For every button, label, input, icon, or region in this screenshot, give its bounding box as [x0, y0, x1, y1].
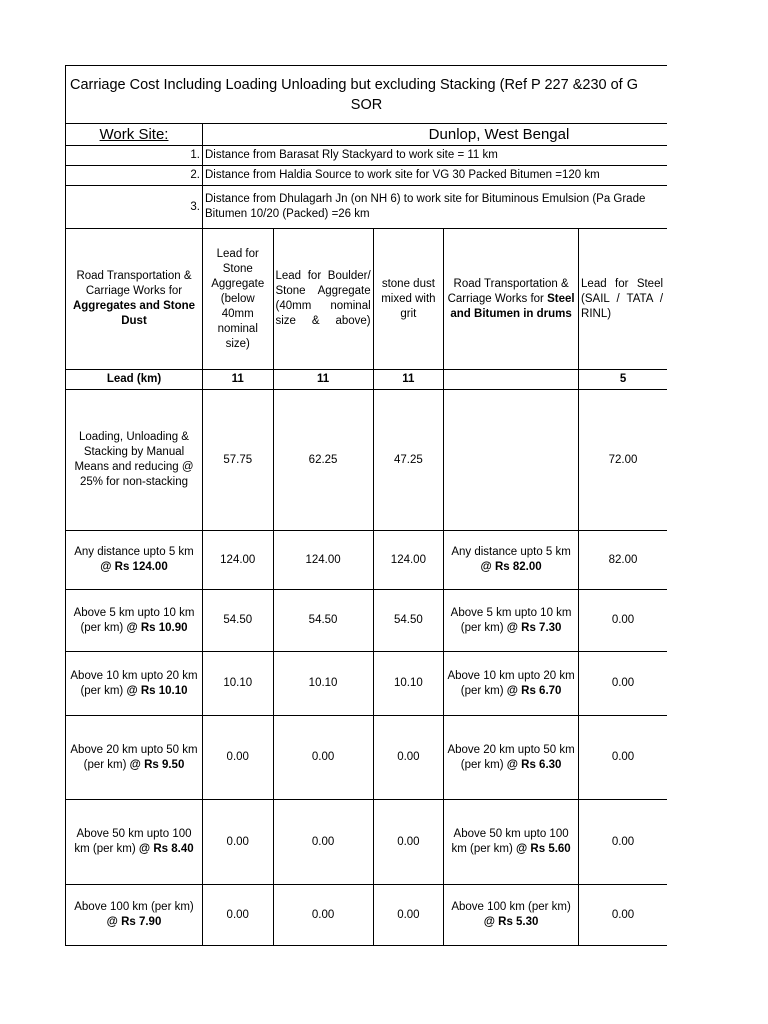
rate-label-aggregates[interactable] [66, 716, 203, 800]
distance-row-2 [66, 166, 668, 186]
lead-km-row [66, 370, 668, 390]
loading-stone[interactable]: 57.75 [203, 390, 274, 531]
distance-text-2[interactable]: Distance from Haldia Source to work site for VG 30 Packed Bitumen =120 km [203, 166, 668, 186]
rate-row [66, 652, 668, 716]
loading-row [66, 390, 668, 531]
rate-boulder[interactable]: 0.00 [273, 885, 373, 946]
rate-dust[interactable]: 10.10 [373, 652, 444, 716]
rate-stone[interactable]: 54.50 [203, 590, 274, 652]
rate-steel[interactable]: 0.00 [579, 885, 667, 946]
loading-steel-group[interactable] [444, 390, 579, 531]
distance-text-3[interactable] [203, 186, 668, 229]
rate-amount: @ Rs 10.90 [126, 621, 188, 634]
work-site-label-cell[interactable] [66, 124, 203, 146]
rate-stone[interactable]: 0.00 [203, 800, 274, 885]
rate-stone[interactable]: 0.00 [203, 716, 274, 800]
rate-label-aggregates[interactable] [66, 531, 203, 590]
rate-boulder[interactable]: 0.00 [273, 800, 373, 885]
distance-number-1[interactable]: 1. [66, 146, 203, 166]
title-row [66, 66, 668, 124]
rate-stone[interactable]: 124.00 [203, 531, 274, 590]
rate-label-steel[interactable] [444, 531, 579, 590]
distance-number-3[interactable]: 3. [66, 186, 203, 229]
aggregates-group-header[interactable] [66, 229, 203, 370]
loading-label[interactable]: Loading, Unloading & Stacking by Manual Means and reducing @ 25% for non-stacking [66, 390, 203, 531]
aggregates-group-bold: Aggregates and Stone Dust [72, 300, 196, 327]
rate-label-aggregates[interactable] [66, 885, 203, 946]
steel-lead-header[interactable] [579, 229, 667, 370]
steel-group-label: Road Transportation & Carriage Works for [447, 277, 569, 305]
rate-boulder[interactable]: 0.00 [273, 716, 373, 800]
rate-dust[interactable]: 0.00 [373, 800, 444, 885]
rate-row [66, 885, 668, 946]
steel-group-header[interactable] [444, 229, 579, 370]
rate-desc: Above 10 km upto 20 km (per km) [447, 669, 575, 697]
rate-label-steel[interactable] [444, 800, 579, 885]
rate-row [66, 531, 668, 590]
rate-amount: @ Rs 7.30 [506, 621, 562, 634]
rate-label-steel[interactable] [444, 590, 579, 652]
work-site-label: Work Site: [99, 126, 169, 143]
loading-steel[interactable]: 72.00 [579, 390, 667, 531]
title-line-1: Carriage Cost Including Loading Unloading but excluding Stacking (Ref P 227 &230 of G [70, 76, 639, 93]
stone-dust-header[interactable]: stone dust mixed with grit [373, 229, 444, 370]
lead-km-steel[interactable]: 5 [579, 370, 667, 390]
rate-row [66, 590, 668, 652]
rate-desc: Any distance upto 5 km [74, 546, 194, 558]
rate-desc: Above 50 km upto 100 km (per km) [74, 828, 192, 855]
rate-desc: Above 10 km upto 20 km (per km) [70, 669, 198, 697]
rate-desc: Any distance upto 5 km [451, 546, 571, 558]
lead-km-steel-group[interactable] [444, 370, 579, 390]
title-line-2: SOR [350, 96, 383, 113]
rate-amount: @ Rs 7.90 [106, 916, 162, 928]
distance-number-2[interactable]: 2. [66, 166, 203, 186]
rate-dust[interactable]: 54.50 [373, 590, 444, 652]
column-header-row [66, 229, 668, 370]
rate-label-aggregates[interactable] [66, 652, 203, 716]
lead-km-stone[interactable]: 11 [203, 370, 274, 390]
distance-text-3-content: Distance from Dhulagarh Jn (on NH 6) to work site for Bituminous Emulsion (Pa Grade Bitumen 10/20 (Packed) =26 km [205, 193, 646, 220]
rate-steel[interactable]: 82.00 [579, 531, 667, 590]
rate-desc: Above 5 km upto 10 km (per km) [73, 606, 195, 634]
rate-amount: @ Rs 124.00 [100, 561, 168, 573]
stone-aggregate-header[interactable]: Lead for Stone Aggregate (below 40mm nominal size) [203, 229, 274, 370]
steel-group-bold-2: and Bitumen in drums [450, 307, 572, 320]
rate-desc: Above 20 km upto 50 km (per km) [70, 743, 198, 771]
rate-label-steel[interactable] [444, 652, 579, 716]
rate-row [66, 800, 668, 885]
rate-label-steel[interactable] [444, 716, 579, 800]
steel-lead-header-text: Lead for Steel (SAIL / TATA / RINL) [581, 277, 664, 320]
distance-text-1[interactable]: Distance from Barasat Rly Stackyard to work site = 11 km [203, 146, 668, 166]
rate-desc: Above 50 km upto 100 km (per km) [451, 828, 569, 855]
rate-label-aggregates[interactable] [66, 590, 203, 652]
work-site-value[interactable]: Dunlop, West Bengal [203, 124, 668, 146]
title-cell[interactable] [66, 66, 668, 124]
rate-boulder[interactable]: 10.10 [273, 652, 373, 716]
rate-steel[interactable]: 0.00 [579, 800, 667, 885]
rate-desc: Above 5 km upto 10 km (per km) [450, 606, 572, 634]
rate-label-aggregates[interactable] [66, 800, 203, 885]
rate-desc: Above 20 km upto 50 km (per km) [447, 743, 575, 771]
rate-amount: @ Rs 5.60 [516, 843, 571, 855]
distance-row-1 [66, 146, 668, 166]
rate-dust[interactable]: 0.00 [373, 885, 444, 946]
rate-amount: @ Rs 8.40 [138, 843, 194, 855]
rate-amount: @ Rs 6.70 [506, 684, 562, 697]
work-site-row [66, 124, 668, 146]
boulder-header[interactable]: Lead for Boulder/ Stone Aggregate (40mm nominal size & above) [273, 229, 373, 370]
steel-group-bold-1: Steel [547, 292, 575, 305]
rate-stone[interactable]: 10.10 [203, 652, 274, 716]
loading-boulder[interactable]: 62.25 [273, 390, 373, 531]
rate-label-steel[interactable] [444, 885, 579, 946]
lead-km-boulder[interactable]: 11 [273, 370, 373, 390]
lead-km-label[interactable]: Lead (km) [66, 370, 203, 390]
rate-boulder[interactable]: 124.00 [273, 531, 373, 590]
rate-row [66, 716, 668, 800]
rate-boulder[interactable]: 54.50 [273, 590, 373, 652]
rate-steel[interactable]: 0.00 [579, 590, 667, 652]
rate-steel[interactable]: 0.00 [579, 716, 667, 800]
loading-dust[interactable]: 47.25 [373, 390, 444, 531]
aggregates-group-label: Road Transportation & Carriage Works for [76, 270, 192, 297]
rate-desc: Above 100 km (per km) [451, 901, 571, 913]
rate-stone[interactable]: 0.00 [203, 885, 274, 946]
rate-amount: @ Rs 9.50 [129, 758, 185, 771]
rate-dust[interactable]: 0.00 [373, 716, 444, 800]
rate-steel[interactable]: 0.00 [579, 652, 667, 716]
rate-amount: @ Rs 5.30 [483, 916, 539, 928]
rate-desc: Above 100 km (per km) [74, 901, 194, 913]
rate-dust[interactable]: 124.00 [373, 531, 444, 590]
rate-amount: @ Rs 6.30 [506, 758, 562, 771]
lead-km-dust[interactable]: 11 [373, 370, 444, 390]
distance-row-3 [66, 186, 668, 229]
rate-amount: @ Rs 82.00 [480, 561, 542, 573]
rate-amount: @ Rs 10.10 [126, 684, 188, 697]
carriage-cost-table [65, 65, 667, 946]
